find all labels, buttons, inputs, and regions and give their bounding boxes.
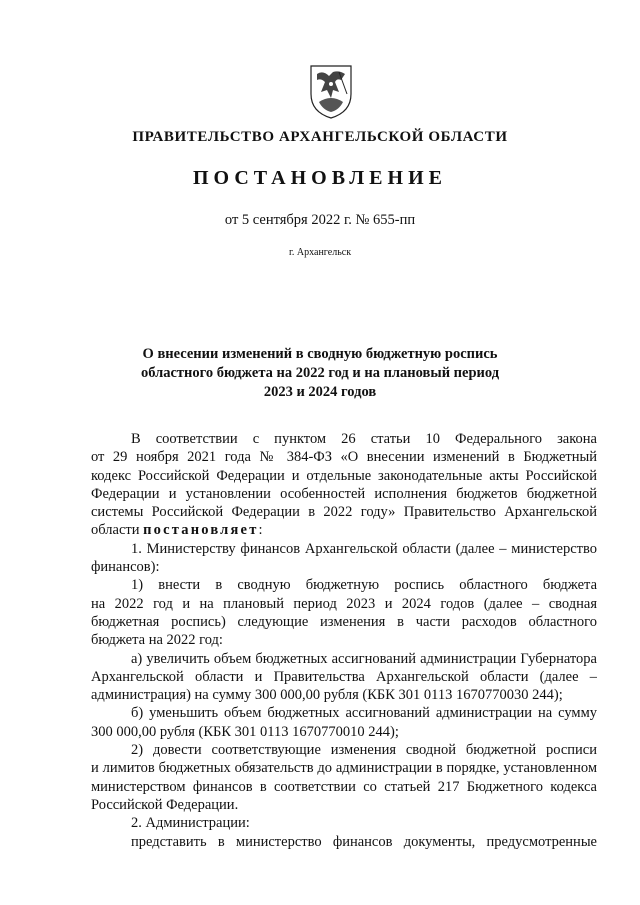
title-line: областного бюджета на 2022 год и на плановый период xyxy=(140,365,500,381)
body-line: 300 000,00 рубля (КБК 301 0113 1670770010 244); xyxy=(91,723,399,740)
title-line: О внесении изменений в сводную бюджетную роспись xyxy=(142,346,498,362)
government-name: ПРАВИТЕЛЬСТВО АРХАНГЕЛЬСКОЙ ОБЛАСТИ xyxy=(132,129,508,145)
body-line: 1) внести в сводную бюджетную роспись областного бюджета xyxy=(131,577,597,594)
document-type: ПОСТАНОВЛЕНИЕ xyxy=(193,167,447,189)
resolves-word: постановляет xyxy=(143,522,259,539)
body-text: : xyxy=(258,522,263,539)
body-line: Федерации и установлении особенностей исполнения бюджетов бюджетной xyxy=(91,485,597,502)
body-line: бюджета на 2022 год: xyxy=(91,632,223,649)
body-line: 1. Министерству финансов Архангельской области (далее – министерство xyxy=(131,540,597,557)
body-line: Российской Федерации. xyxy=(91,796,239,813)
body-line: министерством финансов в соответствии со статьей 217 Бюджетного кодекса xyxy=(91,778,597,795)
body-line: 2. Администрации: xyxy=(131,815,250,832)
body-line: представить в министерство финансов документы, предусмотренные xyxy=(131,833,597,850)
body-line: 2) довести соответствующие изменения сводной бюджетной росписи xyxy=(131,742,597,759)
document-title xyxy=(0,345,640,402)
body-line: б) уменьшить объем бюджетных ассигнований администрации на сумму xyxy=(131,705,597,722)
coat-of-arms-emblem xyxy=(309,64,353,120)
body-line: В соответствии с пунктом 26 статьи 10 Федерального закона xyxy=(131,431,597,447)
body-line: администрация) на сумму 300 000,00 рубля (КБК 301 0113 1670770030 244); xyxy=(91,687,563,704)
body-line: и лимитов бюджетных обязательств до администрации в порядке, установленном xyxy=(91,760,597,777)
title-line: 2023 и 2024 годов xyxy=(263,384,377,400)
body-line: а) увеличить объем бюджетных ассигнований администрации Губернатора xyxy=(131,650,597,667)
body-line: системы Российской Федерации в 2022 году» Правительство Архангельской xyxy=(91,504,597,521)
body-line: кодекс Российской Федерации и отдельные законодательные акты Российской xyxy=(91,467,597,484)
body-line: на 2022 год и на плановый период 2023 и 2024 годов (далее – сводная xyxy=(91,595,597,612)
body-line: финансов): xyxy=(91,559,160,576)
body-line: от 29 ноября 2021 года № 384-ФЗ «О внесении изменений в Бюджетный xyxy=(91,449,597,466)
body-text: области xyxy=(91,522,144,539)
document-body xyxy=(91,430,597,851)
document-date-number: от 5 сентября 2022 г. № 655-пп xyxy=(224,212,416,228)
body-line xyxy=(91,521,597,539)
body-line: бюджетная роспись) следующие изменения в части расходов областного xyxy=(91,613,597,630)
document-city: г. Архангельск xyxy=(288,247,352,258)
body-line: Архангельской области и Правительства Архангельской области (далее – xyxy=(91,668,597,685)
